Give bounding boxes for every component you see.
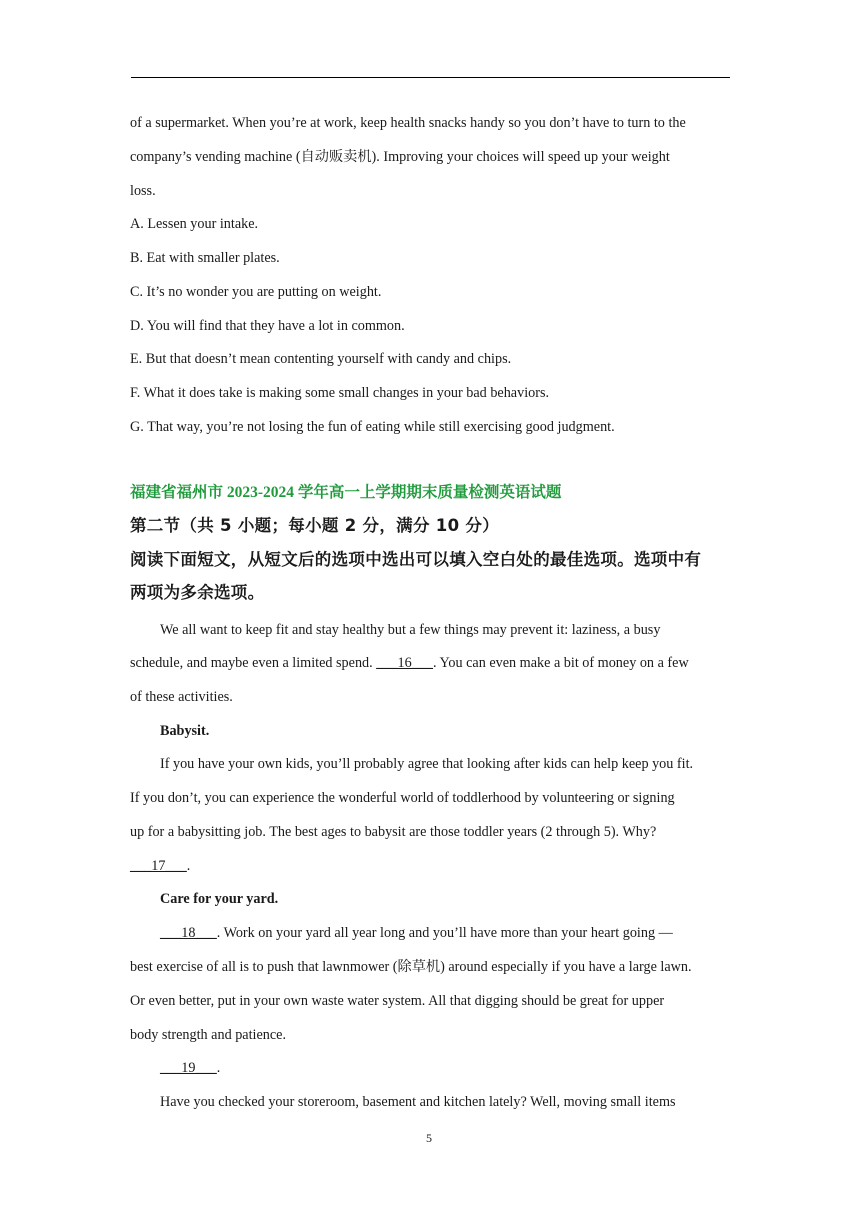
subheading-yard: Care for your yard.: [160, 891, 279, 907]
passage-line: best exercise of all is to push that lawnmower (除草机) around especially if you have a large lawn.: [130, 959, 692, 975]
option-g: G. That way, you’re not losing the fun of eating while still exercising good judgment.: [130, 419, 615, 435]
passage-line: body strength and patience.: [130, 1027, 287, 1043]
page-number: 5: [426, 1131, 432, 1145]
text-line: loss.: [130, 183, 156, 199]
passage-line: up for a babysitting job. The best ages to babysit are those toddler years (2 through 5). Why?: [130, 824, 657, 840]
text-line: company’s vending machine (自动贩卖机). Improving your choices will speed up your weight: [130, 149, 670, 165]
option-e: E. But that doesn’t mean contenting yourself with candy and chips.: [130, 351, 512, 367]
option-f: F. What it does take is making some small changes in your bad behaviors.: [130, 385, 550, 401]
blank-16[interactable]: ___16___: [376, 655, 433, 671]
passage-line: ___18___. Work on your yard all year long and you’ll have more than your heart going —: [160, 925, 673, 941]
subheading-babysit: Babysit.: [160, 723, 210, 739]
header-rule: [131, 77, 730, 78]
passage-line: schedule, and maybe even a limited spend. ___16___. You can even make a bit of money on a few: [130, 655, 689, 671]
passage-line: Have you checked your storeroom, basement and kitchen lately? Well, moving small items: [160, 1094, 676, 1110]
option-c: C. It’s no wonder you are putting on weight.: [130, 284, 382, 300]
instructions-line: 两项为多余选项。: [130, 583, 265, 602]
passage-line: Or even better, put in your own waste water system. All that digging should be great for upper: [130, 993, 665, 1009]
blank-17[interactable]: ___17___: [130, 858, 187, 874]
passage-line: If you don’t, you can experience the wonderful world of toddlerhood by volunteering or signing: [130, 790, 675, 806]
passage-line: of these activities.: [130, 689, 233, 705]
option-b: B. Eat with smaller plates.: [130, 250, 280, 266]
option-a: A. Lessen your intake.: [130, 216, 259, 232]
option-d: D. You will find that they have a lot in common.: [130, 318, 405, 334]
blank-18[interactable]: ___18___: [160, 925, 217, 941]
instructions-line: 阅读下面短文，从短文后的选项中选出可以填入空白处的最佳选项。选项中有: [130, 550, 702, 569]
passage-line: ___17___.: [130, 858, 191, 874]
subheading-blank-19: ___19___.: [160, 1060, 221, 1076]
passage-line: If you have your own kids, you’ll probably agree that looking after kids can help keep you fit.: [160, 756, 694, 772]
blank-19[interactable]: ___19___: [160, 1060, 217, 1076]
source-title: 福建省福州市 2023-2024 学年高一上学期期末质量检测英语试题: [130, 484, 562, 501]
section-heading: 第二节（共 5 小题；每小题 2 分，满分 10 分）: [130, 516, 499, 535]
text-line: of a supermarket. When you’re at work, keep health snacks handy so you don’t have to turn to the: [130, 115, 686, 131]
passage-line: We all want to keep fit and stay healthy but a few things may prevent it: laziness, a busy: [160, 622, 661, 638]
